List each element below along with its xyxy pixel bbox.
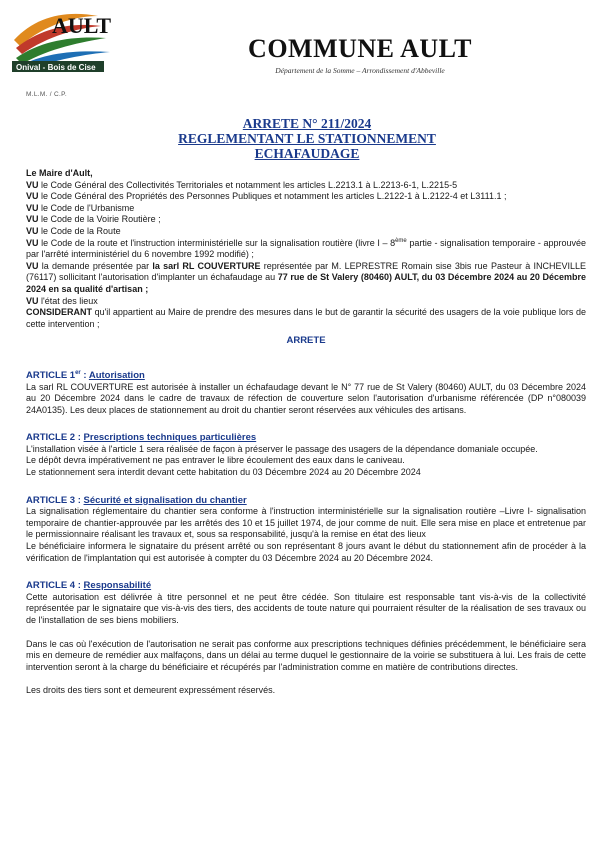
arrete-title-2: ECHAFAUDAGE — [254, 146, 360, 161]
article-paragraph: L'installation visée à l'article 1 sera réalisée de façon à préserver le passage des usagers de la dépendance domaniale occupée. — [26, 443, 538, 454]
considerant: CONSIDERANT qu'il appartient au Maire de prendre des mesures dans le but de garantir la sécurité des usagers de la voie publique lors de cette intervention ; — [26, 307, 586, 329]
logo-tagline: Onival - Bois de Cise — [16, 63, 96, 72]
vu-line-5: VU le Code de la Route — [26, 225, 121, 236]
maire-line: Le Maire d'Ault, — [26, 168, 93, 178]
ault-logo — [6, 6, 126, 74]
vu-line-7: VU la demande présentée par la sarl RL COUVERTURE représentée par M. LEPRESTRE Romain sise 3bis rue Pasteur à INCHEVILLE (76117) sollicitant l'autorisation d'implanter un échafaudage au 77 rue de St Valery (80460) AULT, du 03 Décembre 2024 au 20 Décembre 2024 en sa qualité d'artisan ; — [26, 260, 587, 294]
commune-subtitle: Département de la Somme – Arrondissement d'Abbeville — [275, 66, 445, 75]
closing-paragraph-2: Les droits des tiers sont et demeurent expressément réservés. — [26, 685, 276, 696]
article-paragraph: La sarl RL COUVERTURE est autorisée à installer un échafaudage devant le N° 77 rue de St Valery (80460) AULT, du 03 Décembre 2024 au 20 Décembre 2024 dans le cadre de travaux de réfection de couverture selon l'autorisation d'urbanisme référencée (DP n°080039 24A0135). Les deux places de stationnement au droit du chantier seront réservées aux véhicules des artisans. — [26, 381, 586, 415]
article-title: ARTICLE 1er : Autorisation — [26, 369, 145, 381]
vu-line-4: VU le Code de la Voirie Routière ; — [26, 214, 161, 225]
articles — [26, 370, 586, 627]
document-body — [26, 168, 586, 697]
vu-line-2: VU le Code Général des Propriétés des Personnes Publiques et notamment les articles L.2122-1 à L.2122-4 et L3111.1 ; — [26, 191, 507, 202]
article-section — [26, 432, 586, 478]
vu-line-8: VU l'état des lieux — [26, 295, 98, 306]
vu-line-3: VU le Code de l'Urbanisme — [26, 202, 135, 213]
arrete-label: ARRETE — [286, 335, 326, 347]
article-section — [26, 495, 586, 565]
vu-line-1: VU le Code Général des Collectivités Territoriales et notamment les articles L.2213.1 à L.2213-6-1, L.2215-5 — [26, 179, 458, 190]
initials: M.L.M. / C.P. — [26, 91, 67, 98]
article-paragraph: Le bénéficiaire informera le signataire du présent arrêté ou son représentant 8 jours avant le début du stationnement afin de procéder à la vérification de l'implantation qui est autorisée à compter du 03 Décembre 2024 au 20 Décembre 2024. — [26, 541, 586, 563]
article-section — [26, 580, 586, 626]
article-title: ARTICLE 4 : Responsabilité — [26, 580, 152, 592]
article-paragraph: Le stationnement sera interdit devant cette habitation du 03 Décembre 2024 au 20 Décembre 2024 — [26, 467, 421, 478]
article-section — [26, 370, 586, 416]
arrete-title-1: REGLEMENTANT LE STATIONNEMENT — [178, 131, 436, 146]
arrete-number: ARRETE N° 211/2024 — [242, 116, 372, 131]
closing-paragraph-1: Dans le cas où l'exécution de l'autorisation ne serait pas conforme aux prescriptions techniques définies précédemment, le bénéficiaire sera mis en demeure de remédier aux malfaçons, dans un délai au terme duquel le gestionnaire de la voirie se substituera à lui. Les frais de cette intervention seront à la charge du bénéficiaire et récupérés par l'administration comme en matière de contributions directes. — [26, 638, 586, 672]
arrete-heading — [0, 116, 614, 161]
article-title: ARTICLE 3 : Sécurité et signalisation du chantier — [26, 494, 247, 506]
article-paragraph: Cette autorisation est délivrée à titre personnel et ne peut être cédée. Son titulaire est responsable tant vis-à-vis de la collectivité représentée par le signataire que vis-à-vis des tiers, des accidents de toute nature qui pourraient résulter de la réalisation de ses travaux ou de l'installation de ses biens mobiliers. — [26, 591, 586, 625]
article-paragraph: La signalisation réglementaire du chantier sera conforme à l'instruction interministérielle sur la signalisation routière –Livre I- signalisation temporaire de chantier-approuvée par les arrêtés des 10 et 15 juillet 1974, de jour comme de nuit. Elle sera mise en place et entretenue par le permissionnaire réalisant les travaux et, sous sa responsabilité, jusqu'à la remise en état des lieux — [26, 506, 586, 540]
commune-title: COMMUNE AULT — [248, 34, 472, 63]
vu-line-6: VU le Code de la route et l'instruction interministérielle sur la signalisation routière (livre I – 8ème partie - signalisation temporaire - approuvée par l'arrêté interministériel du 6 novembre 1992 modifié) ; — [26, 237, 586, 260]
article-title: ARTICLE 2 : Prescriptions techniques particulières — [26, 432, 257, 444]
logo-name: AULT — [52, 13, 112, 38]
article-paragraph: Le dépôt devra impérativement ne pas entraver le libre écoulement des eaux dans le caniveau. — [26, 455, 405, 466]
